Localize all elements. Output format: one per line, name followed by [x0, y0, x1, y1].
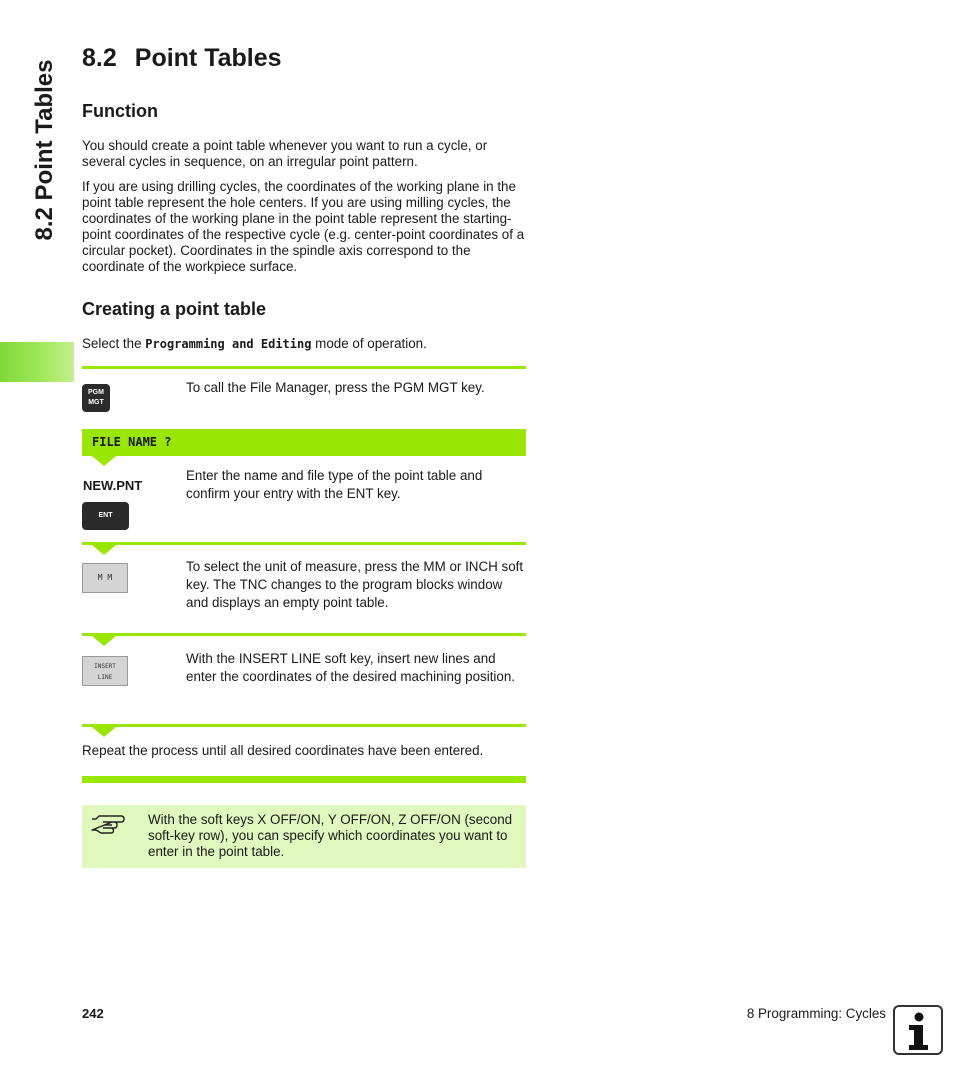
mode-name: Programming and Editing: [145, 337, 312, 351]
chapter-label: 8 Programming: Cycles: [746, 1006, 886, 1021]
side-chapter-title: 8.2 Point Tables: [31, 59, 58, 241]
step-divider: [82, 366, 526, 369]
function-paragraph-1: You should create a point table whenever you want to run a cycle, or several cycles in sequence, on an irregular point pattern.: [82, 138, 488, 169]
ent-key: ENT: [82, 502, 129, 530]
mm-softkey: M M: [82, 563, 128, 593]
info-icon: [893, 1005, 943, 1055]
enter-name-instruction: Enter the name and file type of the point table and confirm your entry with the ENT key.: [186, 468, 483, 501]
file-name-input-value: NEW.PNT: [83, 478, 143, 493]
note-text: With the soft keys X OFF/ON, Y OFF/ON, Z OFF/ON (second soft-key row), you can specify which coordinates you want to enter in the point table.: [148, 812, 513, 859]
step-divider: [82, 633, 526, 636]
chapter-tab-marker: [0, 342, 74, 382]
page-number: 242: [82, 1006, 104, 1021]
select-mode-instruction: Select the Programming and Editing mode of operation.: [82, 336, 427, 351]
step-divider: [82, 724, 526, 727]
step-arrow: [92, 456, 116, 466]
insert-line-instruction: With the INSERT LINE soft key, insert new lines and enter the coordinates of the desired machining position.: [186, 651, 516, 684]
pointing-hand-icon: [90, 811, 126, 837]
repeat-instruction: Repeat the process until all desired coordinates have been entered.: [82, 743, 484, 758]
step-arrow: [92, 545, 116, 555]
creating-heading: Creating a point table: [82, 299, 267, 319]
note-box: [82, 805, 526, 868]
step-arrow: [92, 636, 116, 646]
step-arrow: [92, 727, 116, 737]
section-title: 8.2 Point Tables: [82, 44, 282, 72]
insert-line-softkey: INSERT LINE: [82, 656, 128, 686]
step-divider: [82, 542, 526, 545]
pgm-mgt-key: PGM MGT: [82, 384, 110, 412]
unit-instruction: To select the unit of measure, press the MM or INCH soft key. The TNC changes to the program blocks window and displays an empty point table.: [186, 559, 524, 610]
pgm-mgt-instruction: To call the File Manager, press the PGM MGT key.: [186, 380, 485, 395]
function-paragraph-2: If you are using drilling cycles, the coordinates of the working plane in the point table represent the hole centers. If you are using milling cycles, the coordinates of the working plane in the point table represent the starting-point coordinates of the respective cycle (e.g. center-point coordinates of a circular pocket). Coordinates in the spindle axis correspond to the coordinate of the workpiece surface.: [82, 179, 525, 274]
function-heading: Function: [82, 101, 158, 121]
file-name-prompt: FILE NAME ?: [82, 429, 526, 456]
steps-end-rule: [82, 776, 526, 783]
